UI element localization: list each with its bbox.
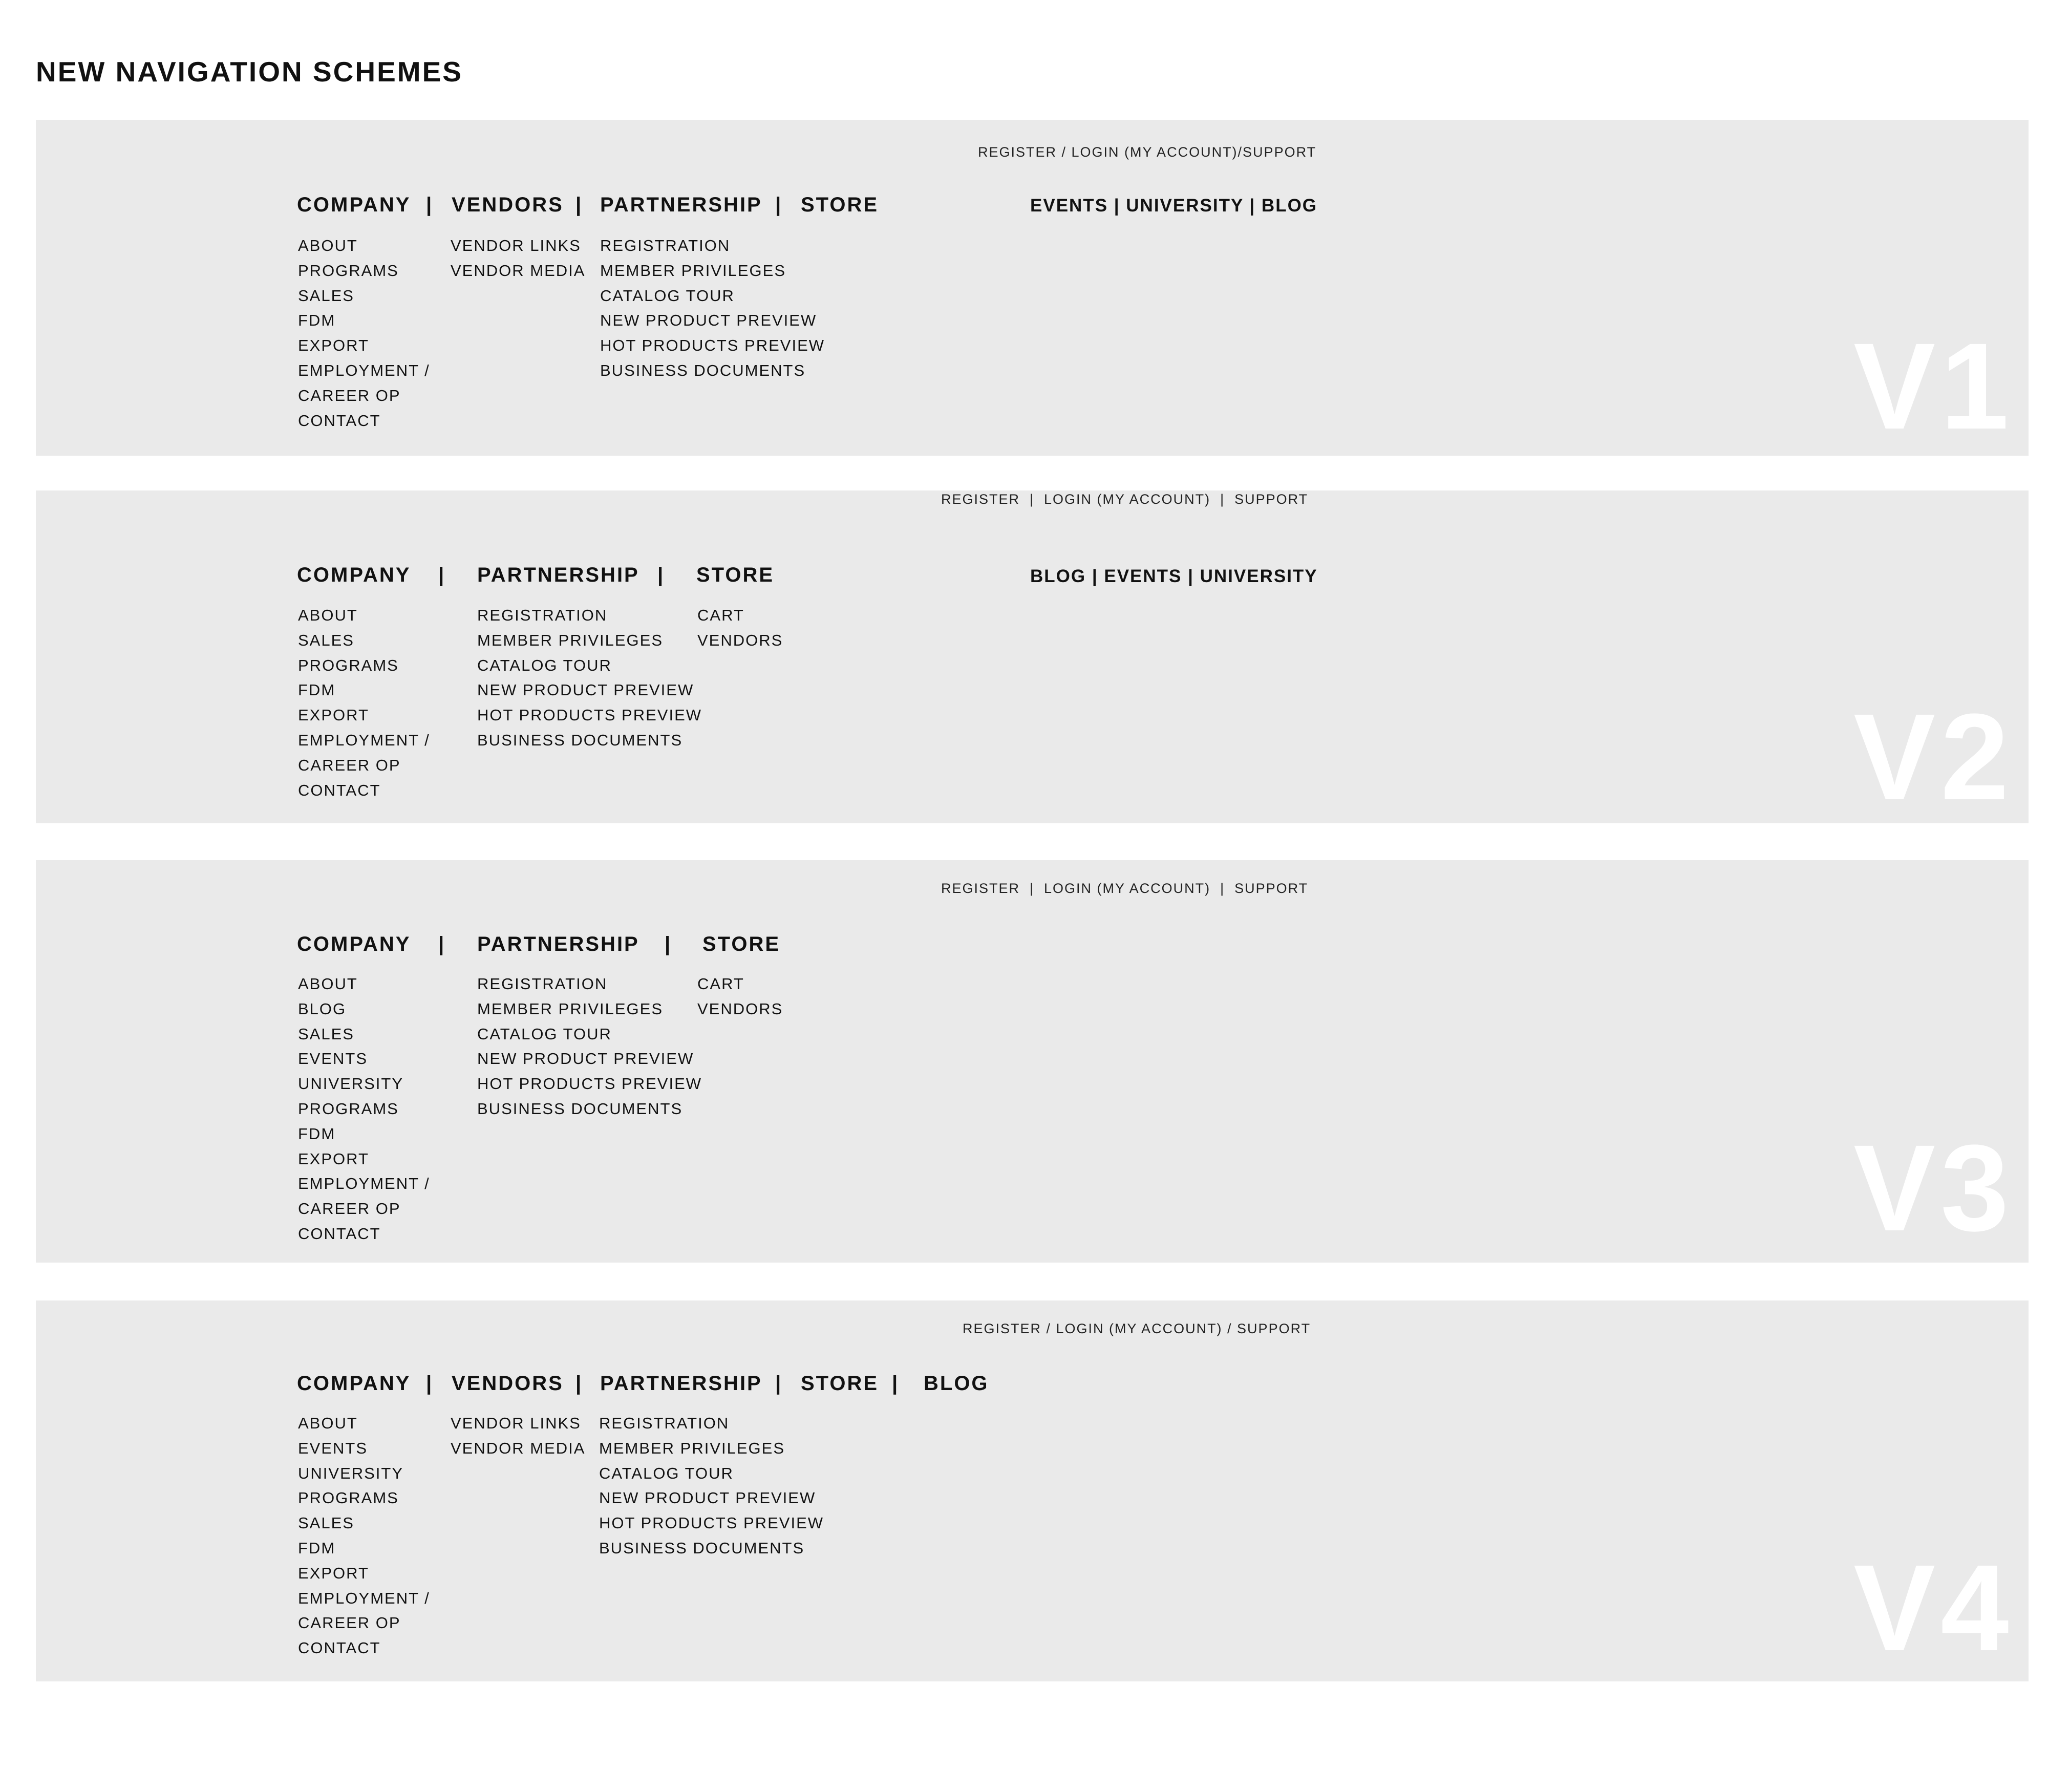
nav-separator: | [892,1372,898,1395]
secondary-links[interactable]: BLOG | EVENTS | UNIVERSITY [1030,566,1318,586]
menu-item-sales[interactable]: SALES [298,1514,354,1532]
menu-item-fdm[interactable]: FDM [298,1539,336,1557]
menu-item-vendors[interactable]: VENDORS [697,999,783,1018]
menu-item-new-product-preview[interactable]: NEW PRODUCT PREVIEW [477,681,694,699]
menu-item-fdm[interactable]: FDM [298,1124,336,1143]
menu-item-registration[interactable]: REGISTRATION [599,1414,730,1432]
vendors-submenu [451,233,585,284]
menu-item-career-op[interactable]: CAREER OP [298,386,401,404]
nav-separator: | [775,1372,781,1395]
menu-item-about[interactable]: ABOUT [298,237,358,254]
menu-item-catalog-tour[interactable]: CATALOG TOUR [599,1464,734,1482]
menu-item-export[interactable]: EXPORT [298,1149,369,1168]
menu-item-new-product-preview[interactable]: NEW PRODUCT PREVIEW [477,1050,694,1068]
partnership-submenu [599,1411,824,1561]
nav-company[interactable]: COMPANY [297,194,411,216]
nav-separator: | [438,564,444,586]
menu-item-vendor-media[interactable]: VENDOR MEDIA [451,1439,586,1457]
menu-item-fdm[interactable]: FDM [298,681,336,699]
partnership-submenu [477,603,702,753]
menu-item-about[interactable]: ABOUT [298,975,358,993]
menu-item-new-product-preview[interactable]: NEW PRODUCT PREVIEW [600,311,817,330]
menu-item-programs[interactable]: PROGRAMS [298,656,399,674]
menu-item-member-privileges[interactable]: MEMBER PRIVILEGES [477,631,664,649]
version-label: V3 [1853,1119,2014,1256]
nav-partnership[interactable]: PARTNERSHIP [477,933,639,955]
company-submenu [298,972,430,1247]
nav-separator: | [665,933,671,955]
company-submenu [298,233,430,433]
menu-item-hot-products-preview[interactable]: HOT PRODUCTS PREVIEW [600,336,825,355]
nav-store[interactable]: STORE [801,1372,879,1395]
menu-item-programs[interactable]: PROGRAMS [298,1489,399,1507]
menu-item-hot-products-preview[interactable]: HOT PRODUCTS PREVIEW [599,1514,824,1532]
nav-company[interactable]: COMPANY [297,564,411,586]
menu-item-export[interactable]: EXPORT [298,706,369,724]
menu-item-fdm[interactable]: FDM [298,311,336,330]
utility-links[interactable]: REGISTER / LOGIN (MY ACCOUNT) / SUPPORT [963,1321,1311,1336]
partnership-submenu [600,233,825,383]
menu-item-sales[interactable]: SALES [298,286,354,305]
nav-scheme-v2 [36,490,2029,823]
menu-item-events[interactable]: EVENTS [298,1439,368,1457]
nav-separator: | [575,1372,582,1395]
company-submenu [298,603,430,803]
nav-store[interactable]: STORE [696,564,775,586]
menu-item-hot-products-preview[interactable]: HOT PRODUCTS PREVIEW [477,706,702,724]
menu-item-contact[interactable]: CONTACT [298,411,381,430]
menu-item-cart[interactable]: CART [697,975,744,993]
menu-item-vendor-links[interactable]: VENDOR LINKS [451,1414,581,1432]
page-title: NEW NAVIGATION SCHEMES [36,56,463,88]
menu-item-career-op[interactable]: CAREER OP [298,756,401,774]
menu-item-member-privileges[interactable]: MEMBER PRIVILEGES [477,999,664,1018]
menu-item-employment[interactable]: EMPLOYMENT / [298,731,430,749]
nav-company[interactable]: COMPANY [297,933,411,955]
version-label: V1 [1853,317,2014,455]
menu-item-sales[interactable]: SALES [298,1025,354,1043]
version-label: V2 [1853,688,2014,823]
version-label: V4 [1853,1539,2014,1676]
menu-item-career-op[interactable]: CAREER OP [298,1200,401,1218]
nav-separator: | [426,1372,432,1395]
menu-item-contact[interactable]: CONTACT [298,781,381,799]
menu-item-member-privileges[interactable]: MEMBER PRIVILEGES [600,261,786,280]
menu-item-catalog-tour[interactable]: CATALOG TOUR [600,286,735,305]
menu-item-contact[interactable]: CONTACT [298,1224,381,1243]
menu-item-vendors[interactable]: VENDORS [697,631,783,649]
nav-scheme-v1 [36,120,2029,456]
menu-item-registration[interactable]: REGISTRATION [477,975,608,993]
menu-item-career-op[interactable]: CAREER OP [298,1614,401,1632]
menu-item-blog[interactable]: BLOG [298,999,347,1018]
company-submenu [298,1411,430,1661]
nav-partnership[interactable]: PARTNERSHIP [477,564,639,586]
menu-item-registration[interactable]: REGISTRATION [477,606,608,624]
menu-item-programs[interactable]: PROGRAMS [298,261,399,280]
menu-item-business-documents[interactable]: BUSINESS DOCUMENTS [600,361,806,379]
nav-blog[interactable]: BLOG [924,1372,989,1395]
menu-item-member-privileges[interactable]: MEMBER PRIVILEGES [599,1439,785,1457]
nav-scheme-v4 [36,1300,2029,1681]
menu-item-sales[interactable]: SALES [298,631,354,649]
menu-item-university[interactable]: UNIVERSITY [298,1075,404,1093]
nav-separator: | [657,564,664,586]
menu-item-university[interactable]: UNIVERSITY [298,1464,404,1482]
nav-vendors[interactable]: VENDORS [452,194,564,216]
vendors-submenu [451,1411,585,1461]
menu-item-programs[interactable]: PROGRAMS [298,1099,399,1118]
menu-item-contact[interactable]: CONTACT [298,1639,381,1657]
menu-item-export[interactable]: EXPORT [298,336,369,355]
menu-item-catalog-tour[interactable]: CATALOG TOUR [477,1025,612,1043]
nav-partnership[interactable]: PARTNERSHIP [600,1372,762,1395]
menu-item-business-documents[interactable]: BUSINESS DOCUMENTS [477,1099,683,1118]
store-submenu [697,972,783,1022]
utility-links[interactable]: REGISTER | LOGIN (MY ACCOUNT) | SUPPORT [941,492,1309,507]
menu-item-events[interactable]: EVENTS [298,1050,368,1068]
nav-separator: | [426,194,432,216]
menu-item-registration[interactable]: REGISTRATION [600,237,731,254]
nav-store[interactable]: STORE [801,194,879,216]
nav-partnership[interactable]: PARTNERSHIP [600,194,762,216]
menu-item-vendor-links[interactable]: VENDOR LINKS [451,237,581,254]
utility-links[interactable]: REGISTER / LOGIN (MY ACCOUNT)/SUPPORT [978,144,1317,160]
nav-scheme-v3 [36,860,2029,1263]
store-submenu [697,603,783,653]
menu-item-vendor-media[interactable]: VENDOR MEDIA [451,261,586,280]
utility-links[interactable]: REGISTER | LOGIN (MY ACCOUNT) | SUPPORT [941,881,1309,896]
nav-separator: | [438,933,444,955]
menu-item-cart[interactable]: CART [697,606,744,624]
nav-vendors[interactable]: VENDORS [452,1372,564,1395]
menu-item-employment[interactable]: EMPLOYMENT / [298,1589,430,1607]
secondary-links[interactable]: EVENTS | UNIVERSITY | BLOG [1030,196,1318,216]
menu-item-export[interactable]: EXPORT [298,1564,369,1582]
menu-item-business-documents[interactable]: BUSINESS DOCUMENTS [599,1539,805,1557]
nav-store[interactable]: STORE [702,933,781,955]
menu-item-new-product-preview[interactable]: NEW PRODUCT PREVIEW [599,1489,816,1507]
menu-item-hot-products-preview[interactable]: HOT PRODUCTS PREVIEW [477,1075,702,1093]
menu-item-business-documents[interactable]: BUSINESS DOCUMENTS [477,731,683,749]
nav-separator: | [775,194,781,216]
menu-item-about[interactable]: ABOUT [298,606,358,624]
menu-item-about[interactable]: ABOUT [298,1414,358,1432]
nav-separator: | [575,194,582,216]
nav-company[interactable]: COMPANY [297,1372,411,1395]
menu-item-catalog-tour[interactable]: CATALOG TOUR [477,656,612,674]
partnership-submenu [477,972,702,1122]
menu-item-employment[interactable]: EMPLOYMENT / [298,1175,430,1193]
menu-item-employment[interactable]: EMPLOYMENT / [298,361,430,379]
